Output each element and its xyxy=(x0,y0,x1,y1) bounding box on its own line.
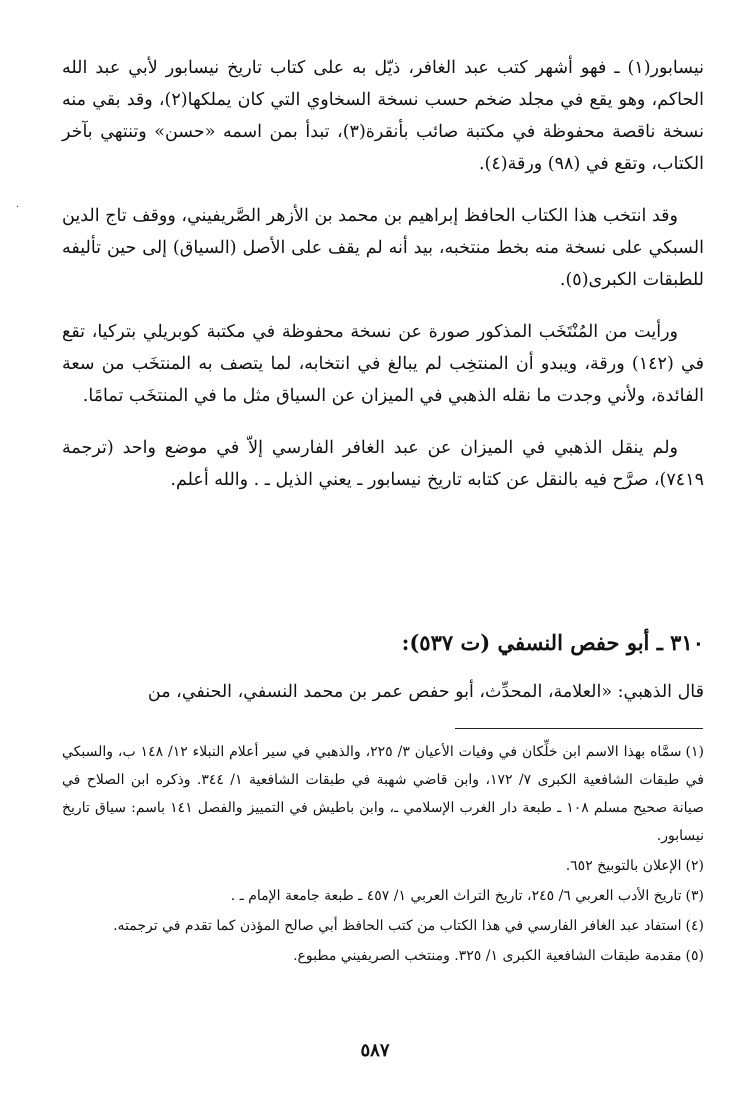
paragraph-4: ولم ينقل الذهبي في الميزان عن عبد الغافر الفارسي إلاّ في موضع واحد (ترجمة ٧٤١٩)، صرَّح فيه بالنقل عن كتابه تاريخ نيسابور ـ يعني الذيل ـ . والله أعلم. xyxy=(62,438,704,490)
body-text xyxy=(62,52,704,516)
paragraph-1: نيسابور(١) ـ فهو أشهر كتب عبد الغافر، ذيّل به على كتاب تاريخ نيسابور لأبي عبد الله الحاكم، وهو يقع في مجلد ضخم حسب نسخة السخاوي التي كان يملكها(٢)، وقد بقي منه نسخة ناقصة محفوظة في مكتبة صائب بأنقرة(٣)، تبدأ بمن اسمه «حسن» وتنتهي بآخر الكتاب، وتقع في (٩٨) ورقة(٤). xyxy=(62,58,704,174)
footnote-number: (٢) xyxy=(685,858,704,874)
footnote-number: (١) xyxy=(685,744,704,760)
section-lead-text: قال الذهبي: «العلامة، المحدِّث، أبو حفص عمر بن محمد النسفي، الحنفي، من xyxy=(147,682,704,702)
footnote-1 xyxy=(62,738,704,850)
page-number: ٥٨٧ xyxy=(360,1040,390,1061)
footnote-number: (٣) xyxy=(685,888,704,904)
footnote-number: (٤) xyxy=(685,918,704,934)
footnote-number: (٥) xyxy=(685,948,704,964)
footnote-text: استفاد عبد الغافر الفارسي في هذا الكتاب من كتب الحافظ أبي صالح المؤذن كما تقدم في ترجمته. xyxy=(113,918,682,934)
footnote-5 xyxy=(62,942,704,970)
footnote-3 xyxy=(62,882,704,910)
footnote-4 xyxy=(62,912,704,940)
footnote-separator xyxy=(455,728,703,729)
footnote-text: تاريخ الأدب العربي ٦/ ٢٤٥، تاريخ التراث العربي ١/ ٤٥٧ ـ طبعة جامعة الإمام ـ . xyxy=(230,888,682,904)
footnote-text: سمَّاه بهذا الاسم ابن خلِّكان في وفيات الأعيان ٣/ ٢٢٥، والذهبي في سير أعلام النبلاء ١٢/ ١٤٨ ب، والسبكي في طبقات الشافعية الكبرى ٧/ ١٧٢، وابن قاضي شهبة في طبقات الشافعية ١/ ٣٤٤. وذكره ابن الصلاح في صيانة صحيح مسلم ١٠٨ ـ طبعة دار الغرب الإسلامي ـ، وابن باطيش في التمييز والفصل ١٤١ باسم: سياق تاريخ نيسابور. xyxy=(62,744,705,844)
section-heading: ٣١٠ ـ أبو حفص النسفي (ت ٥٣٧): xyxy=(401,630,704,655)
footnote-text: مقدمة طبقات الشافعية الكبرى ١/ ٣٢٥. ومنتخب الصريفيني مطبوع. xyxy=(293,948,682,964)
margin-mark: · xyxy=(16,202,20,213)
footnotes xyxy=(62,738,704,972)
paragraph-3: ورأيت من المُنْتَخَب المذكور صورة عن نسخة محفوظة في مكتبة كوبريلي بتركيا، تقع في (١٤٢) ورقة، ويبدو أن المنتخِب لم يبالغ في انتخابه، لما يتصف به المنتخَب من سعة الفائدة، ولأني وجدت ما نقله الذهبي في الميزان عن السياق مثل ما في المنتخَب تمامًا. xyxy=(62,322,704,406)
paragraph-2: وقد انتخب هذا الكتاب الحافظ إبراهيم بن محمد بن الأزهر الصَّريفيني، ووقف تاج الدين السبكي على نسخة منه بخط منتخبه، بيد أنه لم يقف على الأصل (السياق) إلى حين تأليفه للطبقات الكبرى(٥). xyxy=(62,206,704,290)
footnote-text: الإعلان بالتوبيخ ٦٥٢. xyxy=(565,858,682,874)
footnote-2 xyxy=(62,852,704,880)
